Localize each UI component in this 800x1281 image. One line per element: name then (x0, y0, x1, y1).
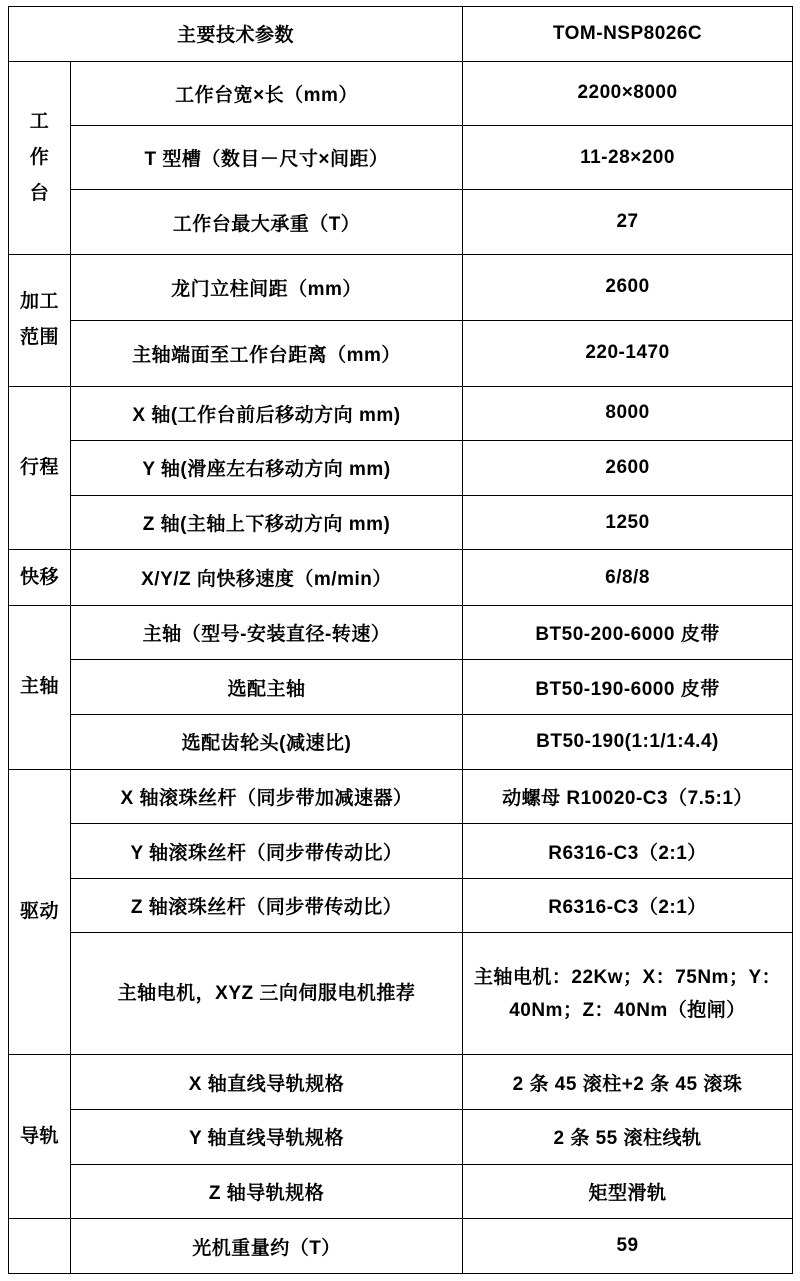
table-row (9, 933, 793, 1055)
row-value: R6316-C3（2:1） (463, 824, 793, 879)
row-item: 主轴电机，XYZ 三向伺服电机推荐 (71, 933, 463, 1055)
group-char: 作 (29, 146, 50, 168)
table-row (9, 1055, 793, 1110)
row-item: Y 轴直线导轨规格 (71, 1110, 463, 1165)
group-label-spindle (9, 605, 71, 769)
group-label-empty (9, 1219, 71, 1274)
row-value: 1250 (463, 495, 793, 550)
row-value: 11-28×200 (463, 126, 793, 190)
table-row (9, 660, 793, 715)
group-label-rapid-feed (9, 550, 71, 606)
table-row (9, 715, 793, 770)
row-item: 主轴（型号-安装直径-转速） (71, 605, 463, 660)
table-row (9, 550, 793, 606)
row-item: 选配主轴 (71, 660, 463, 715)
group-char: 导轨 (19, 1126, 59, 1148)
group-label-guideway (9, 1055, 71, 1219)
row-value: 27 (463, 190, 793, 254)
table-row (9, 605, 793, 660)
table-row (9, 1219, 793, 1274)
row-value: 矩型滑轨 (463, 1164, 793, 1219)
group-char: 工 (29, 110, 50, 132)
group-char: 快移 (19, 566, 59, 588)
row-item: X/Y/Z 向快移速度（m/min） (71, 550, 463, 606)
table-row (9, 1164, 793, 1219)
row-item: Z 轴滚珠丝杆（同步带传动比） (71, 878, 463, 933)
table-row (9, 878, 793, 933)
table-row (9, 126, 793, 190)
row-value: 动螺母 R10020-C3（7.5:1） (463, 769, 793, 824)
row-value: 2 条 45 滚柱+2 条 45 滚珠 (463, 1055, 793, 1110)
table-row (9, 320, 793, 386)
row-item: X 轴(工作台前后移动方向 mm) (71, 386, 463, 441)
group-char: 范围 (19, 327, 59, 349)
row-item: 光机重量约（T） (71, 1219, 463, 1274)
table-row (9, 441, 793, 496)
row-value: 2600 (463, 441, 793, 496)
group-label-drive (9, 769, 71, 1055)
row-item: Z 轴(主轴上下移动方向 mm) (71, 495, 463, 550)
group-label-travel (9, 386, 71, 550)
group-char: 台 (29, 182, 50, 204)
table-body (9, 7, 793, 1274)
table-row (9, 386, 793, 441)
table-row (9, 254, 793, 320)
row-value: 2200×8000 (463, 61, 793, 125)
row-item: Y 轴滚珠丝杆（同步带传动比） (71, 824, 463, 879)
table-header-row (9, 7, 793, 62)
header-title: 主要技术参数 (9, 7, 463, 62)
group-label-worktable (9, 61, 71, 254)
table-row (9, 769, 793, 824)
table-row (9, 190, 793, 254)
row-value: 2 条 55 滚柱线轨 (463, 1110, 793, 1165)
group-char: 主轴 (19, 676, 59, 698)
row-value: 220-1470 (463, 320, 793, 386)
group-char: 驱动 (19, 901, 59, 923)
table-row (9, 61, 793, 125)
row-value: 6/8/8 (463, 550, 793, 606)
group-char: 行程 (19, 457, 59, 479)
row-value: 2600 (463, 254, 793, 320)
row-item: X 轴直线导轨规格 (71, 1055, 463, 1110)
row-value: BT50-190-6000 皮带 (463, 660, 793, 715)
row-item: Z 轴导轨规格 (71, 1164, 463, 1219)
row-value: 主轴电机：22Kw；X：75Nm；Y：40Nm；Z：40Nm（抱闸） (463, 933, 793, 1055)
row-value: 8000 (463, 386, 793, 441)
row-value: 59 (463, 1219, 793, 1274)
table-row (9, 495, 793, 550)
header-model: TOM-NSP8026C (463, 7, 793, 62)
row-item: 主轴端面至工作台距离（mm） (71, 320, 463, 386)
table-row (9, 824, 793, 879)
row-item: Y 轴(滑座左右移动方向 mm) (71, 441, 463, 496)
row-item: 工作台最大承重（T） (71, 190, 463, 254)
row-value: BT50-200-6000 皮带 (463, 605, 793, 660)
table-row (9, 1110, 793, 1165)
row-item: 选配齿轮头(减速比) (71, 715, 463, 770)
row-item: 龙门立柱间距（mm） (71, 254, 463, 320)
group-char: 加工 (19, 291, 59, 313)
row-item: X 轴滚珠丝杆（同步带加减速器） (71, 769, 463, 824)
row-item: 工作台宽×长（mm） (71, 61, 463, 125)
row-value: R6316-C3（2:1） (463, 878, 793, 933)
row-item: T 型槽（数目－尺寸×间距） (71, 126, 463, 190)
specification-table (8, 6, 793, 1274)
group-label-machining-range (9, 254, 71, 386)
row-value: BT50-190(1:1/1:4.4) (463, 715, 793, 770)
